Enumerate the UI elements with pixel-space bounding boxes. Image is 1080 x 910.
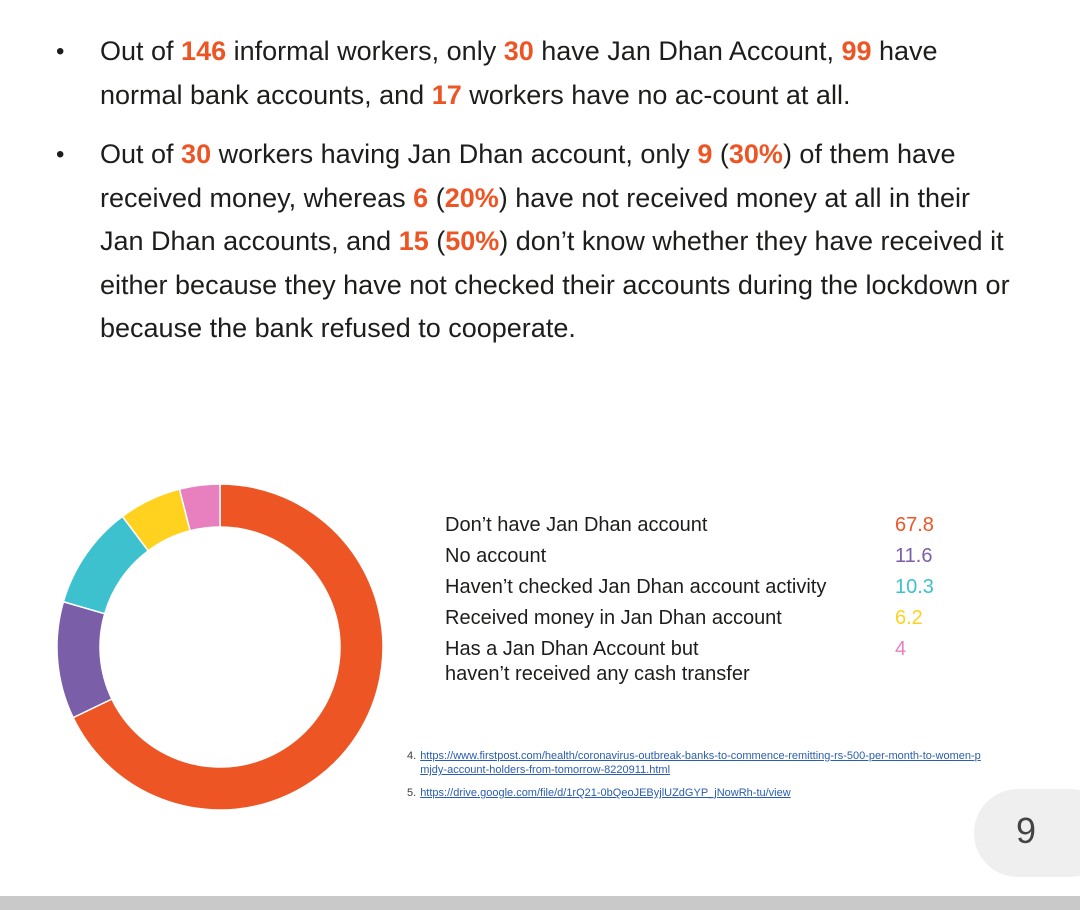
legend-row xyxy=(445,575,965,600)
legend-value: 4 xyxy=(895,638,907,660)
highlight-number: 30 xyxy=(503,36,534,66)
footnote-number: 4. xyxy=(407,750,417,762)
highlight-number: 30% xyxy=(728,139,783,169)
text-run: ( xyxy=(428,182,445,213)
legend-label: Haven’t checked Jan Dhan account activity xyxy=(445,576,827,598)
highlight-number: 9 xyxy=(697,139,713,169)
highlight-number: 50% xyxy=(445,226,500,256)
highlight-number: 20% xyxy=(444,182,499,213)
legend-label: No account xyxy=(445,545,547,567)
donut-slice xyxy=(57,602,112,718)
legend-row xyxy=(445,637,965,687)
text-run: ) have not received money at all in their Jan Dhan accounts, and xyxy=(100,182,970,256)
text-run: ) of them have received money, whereas xyxy=(100,139,956,213)
bottom-scrollbar[interactable] xyxy=(0,896,1080,910)
bullet-item xyxy=(56,133,1016,351)
text-run: Out of xyxy=(100,36,182,66)
text-run: have Jan Dhan Account, xyxy=(533,36,842,66)
text-run: workers have no ac-count at all. xyxy=(461,79,851,110)
legend-row xyxy=(445,606,965,631)
text-run: Out of xyxy=(100,139,182,169)
footnote-link[interactable]: https://drive.google.com/file/d/1rQ21-0bQeoJEByjlUZdGYP_jNowRh-tu/view xyxy=(420,787,791,799)
footnote xyxy=(407,749,987,777)
legend-label: Received money in Jan Dhan account xyxy=(445,607,782,629)
page-number: 9 xyxy=(1016,810,1037,851)
bullet-item xyxy=(56,30,1016,117)
highlight-number: 99 xyxy=(841,36,872,66)
text-run: ( xyxy=(428,226,446,256)
legend-label: Don’t have Jan Dhan account xyxy=(445,514,708,536)
text-run: informal workers, only xyxy=(226,36,504,66)
chart-legend xyxy=(445,513,965,693)
legend-label: Has a Jan Dhan Account but haven’t received any cash transfer xyxy=(445,638,750,685)
highlight-number: 30 xyxy=(181,139,212,169)
legend-row xyxy=(445,513,965,538)
text-run: ( xyxy=(712,139,729,169)
footnotes xyxy=(407,749,987,809)
legend-value: 67.8 xyxy=(895,514,934,536)
bullet-text xyxy=(100,36,938,110)
footnote-link[interactable]: https://www.firstpost.com/health/coronavirus-outbreak-banks-to-commence-remitting-rs-500-per-month-to-women-pmjdy-account-holders-from-tomorrow-8220911.html xyxy=(420,750,981,776)
legend-value: 11.6 xyxy=(895,545,933,567)
text-run: workers having Jan Dhan account, only xyxy=(211,139,698,169)
highlight-number: 15 xyxy=(398,226,429,256)
text-run: ) don’t know whether they have received it either because they have not checked their accounts during the lockdown or because the bank refused to cooperate. xyxy=(100,226,1010,343)
legend-value: 6.2 xyxy=(895,607,923,629)
highlight-number: 17 xyxy=(431,79,462,110)
highlight-number: 6 xyxy=(413,182,429,213)
bullet-text xyxy=(100,139,1010,343)
highlight-number: 146 xyxy=(181,36,227,66)
legend-value: 10.3 xyxy=(895,576,934,598)
donut-chart xyxy=(50,477,390,817)
footnote-number: 5. xyxy=(407,787,417,799)
bullet-dot-icon: • xyxy=(56,141,65,168)
legend-row xyxy=(445,544,965,569)
footnote xyxy=(407,786,987,800)
bullet-dot-icon: • xyxy=(56,38,65,65)
text-run: have normal bank accounts, and xyxy=(100,36,938,110)
bullet-list xyxy=(56,30,1016,367)
